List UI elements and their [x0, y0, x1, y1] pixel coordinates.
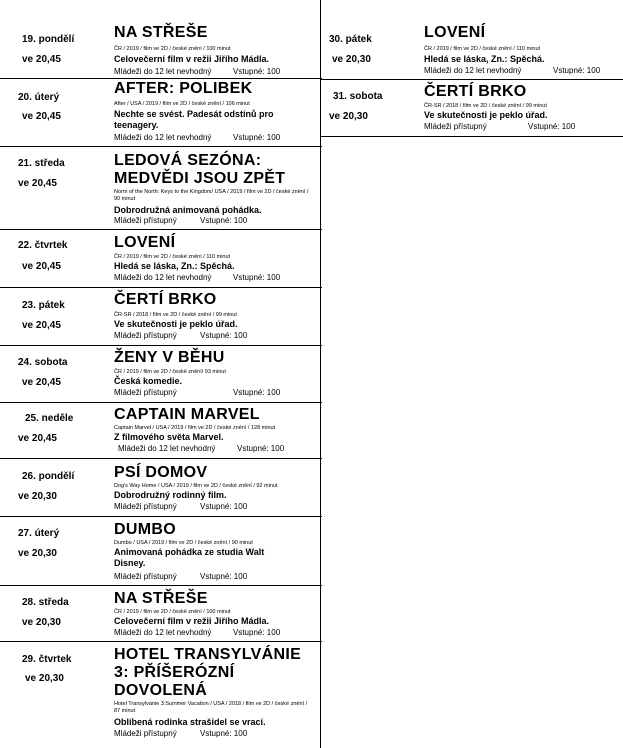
entry-meta: ČR-SR / 2018 / film ve 2D / české znění / 99 minut [424, 103, 547, 109]
entry-price: Vstupné: 100 [200, 729, 248, 738]
entry-day: 30. pátek [329, 34, 372, 45]
row-separator [320, 136, 623, 137]
entry-time: ve 20,45 [22, 111, 61, 122]
entry-age: Mládeži přístupný [424, 122, 487, 131]
row-separator [0, 402, 322, 403]
row-separator [0, 585, 322, 586]
entry-title: NA STŘEŠE [114, 590, 208, 607]
entry-tagline: Ve skutečnosti je peklo úřad. [424, 110, 548, 120]
entry-tagline: Oblíbená rodinka strašidel se vrací. [114, 717, 266, 727]
entry-title: NA STŘEŠE [114, 24, 208, 41]
entry-day: 29. čtvrtek [22, 654, 72, 665]
entry-tagline: Z filmového světa Marvel. [114, 432, 224, 442]
entry-meta: Dumbo / USA / 2019 / film ve 2D / české znění / 90 minut [114, 540, 253, 546]
row-separator [0, 516, 322, 517]
row-separator [320, 79, 623, 80]
entry-title: DUMBO [114, 521, 176, 538]
entry-age: Mládeži přístupný [114, 502, 177, 511]
entry-tagline: Celovečerní film v režii Jiřího Mádla. [114, 616, 270, 626]
entry-tagline: Celovečerní film v režii Jiřího Mádla. [114, 54, 270, 64]
entry-age: Mládeži přístupný [114, 331, 177, 340]
entry-tagline: Hledá se láska, Zn.: Spěchá. [114, 261, 235, 271]
entry-meta: Norm of the North: Keys to the Kingdom/ USA / 2019 / film ve 2D / české znění / 90 minut [114, 189, 309, 202]
entry-time: ve 20,30 [22, 617, 61, 628]
entry-age: Mládeži do 12 let nevhodný [114, 133, 212, 142]
entry-price: Vstupné: 100 [200, 216, 248, 225]
entry-price: Vstupné: 100 [237, 444, 285, 453]
entry-tagline: Dobrodružný rodinný film. [114, 490, 227, 500]
entry-time: ve 20,30 [329, 111, 368, 122]
column-divider [320, 0, 321, 748]
entry-price: Vstupné: 100 [553, 66, 601, 75]
entry-price: Vstupné: 100 [200, 572, 248, 581]
entry-day: 31. sobota [333, 91, 383, 102]
entry-time: ve 20,45 [22, 261, 61, 272]
entry-meta: After / USA / 2019 / film ve 2D / české znění / 106 minut [114, 101, 250, 107]
entry-day: 21. středa [18, 158, 65, 169]
entry-title: ŽENY V BĚHU [114, 349, 225, 366]
row-separator [0, 641, 322, 642]
entry-title: CAPTAIN MARVEL [114, 406, 260, 423]
entry-price: Vstupné: 100 [233, 133, 281, 142]
entry-title: HOTEL TRANSYLVÁNIE 3: PŘÍŠERÓZNÍ DOVOLENÁ [114, 646, 302, 699]
entry-meta: ČR / 2019 / film ve 2D / české znění / 100 minut [114, 46, 231, 52]
entry-tagline: Nechte se svést. Padesát odstínů pro teenagery. [114, 109, 274, 130]
entry-meta: ČR / 2019 / film ve 2D / české znění / 100 minut [114, 609, 231, 615]
entry-meta: Hotel Transylvánie 3:Summer Vacation / USA / 2018 / film ve 2D / české znění / 87 minut [114, 701, 308, 714]
entry-day: 26. pondělí [22, 471, 75, 482]
entry-meta: Captain Marvel / USA / 2019 / film ve 2D / české znění / 128 minut [114, 425, 276, 431]
entry-age: Mládeži do 12 let nevhodný [118, 444, 216, 453]
entry-time: ve 20,45 [22, 54, 61, 65]
entry-price: Vstupné: 100 [200, 502, 248, 511]
row-separator [0, 345, 322, 346]
entry-time: ve 20,30 [18, 548, 57, 559]
entry-age: Mládeži přístupný [114, 572, 177, 581]
entry-age: Mládeži do 12 let nevhodný [114, 273, 212, 282]
row-separator [0, 146, 322, 147]
entry-meta: ČR / 2019 / film ve 2D / české znění / 110 minut [424, 46, 541, 52]
entry-price: Vstupné: 100 [233, 67, 281, 76]
entry-title: AFTER: POLIBEK [114, 80, 253, 97]
entry-title: LEDOVÁ SEZÓNA: MEDVĚDI JSOU ZPĚT [114, 152, 286, 187]
entry-title: ČERTÍ BRKO [424, 83, 527, 100]
entry-tagline: Dobrodružná animovaná pohádka. [114, 205, 262, 215]
entry-meta: Dog's Way Home / USA / 2019 / film ve 2D / české znění / 92 minut [114, 483, 278, 489]
entry-tagline: Hledá se láska, Zn.: Spěchá. [424, 54, 545, 64]
entry-time: ve 20,30 [332, 54, 371, 65]
entry-day: 19. pondělí [22, 34, 75, 45]
entry-meta: ČR / 2019 / film ve 2D / české znění/ 93 minut [114, 369, 226, 375]
entry-age: Mládeži přístupný [114, 729, 177, 738]
entry-age: Mládeži do 12 let nevhodný [114, 628, 212, 637]
entry-meta: ČR / 2019 / film ve 2D / české znění / 110 minut [114, 254, 231, 260]
entry-age: Mládeži do 12 let nevhodný [424, 66, 522, 75]
entry-price: Vstupné: 100 [200, 331, 248, 340]
entry-day: 25. neděle [25, 413, 74, 424]
entry-price: Vstupné: 100 [233, 388, 281, 397]
entry-age: Mládeži přístupný [114, 388, 177, 397]
entry-day: 24. sobota [18, 357, 68, 368]
row-separator [0, 229, 322, 230]
entry-age: Mládeži do 12 let nevhodný [114, 67, 212, 76]
entry-day: 23. pátek [22, 300, 65, 311]
row-separator [0, 458, 322, 459]
entry-day: 28. středa [22, 597, 69, 608]
entry-time: ve 20,30 [25, 673, 64, 684]
entry-price: Vstupné: 100 [233, 628, 281, 637]
entry-title: ČERTÍ BRKO [114, 291, 217, 308]
entry-tagline: Animovaná pohádka ze studia Walt Disney. [114, 547, 265, 568]
row-separator [0, 78, 322, 79]
row-separator [0, 287, 322, 288]
entry-price: Vstupné: 100 [528, 122, 576, 131]
entry-day: 22. čtvrtek [18, 240, 68, 251]
entry-time: ve 20,45 [22, 377, 61, 388]
entry-time: ve 20,45 [18, 178, 57, 189]
entry-age: Mládeži přístupný [114, 216, 177, 225]
entry-tagline: Česká komedie. [114, 376, 183, 386]
entry-title: PSÍ DOMOV [114, 464, 208, 481]
entry-day: 27. úterý [18, 528, 60, 539]
entry-title: LOVENÍ [114, 234, 176, 251]
entry-title: LOVENÍ [424, 24, 486, 41]
entry-meta: ČR-SR / 2018 / film ve 2D / české znění / 99 minut [114, 312, 237, 318]
entry-tagline: Ve skutečnosti je peklo úřad. [114, 319, 238, 329]
entry-time: ve 20,30 [18, 491, 57, 502]
entry-time: ve 20,45 [18, 433, 57, 444]
entry-day: 20. úterý [18, 92, 60, 103]
entry-price: Vstupné: 100 [233, 273, 281, 282]
entry-time: ve 20,45 [22, 320, 61, 331]
